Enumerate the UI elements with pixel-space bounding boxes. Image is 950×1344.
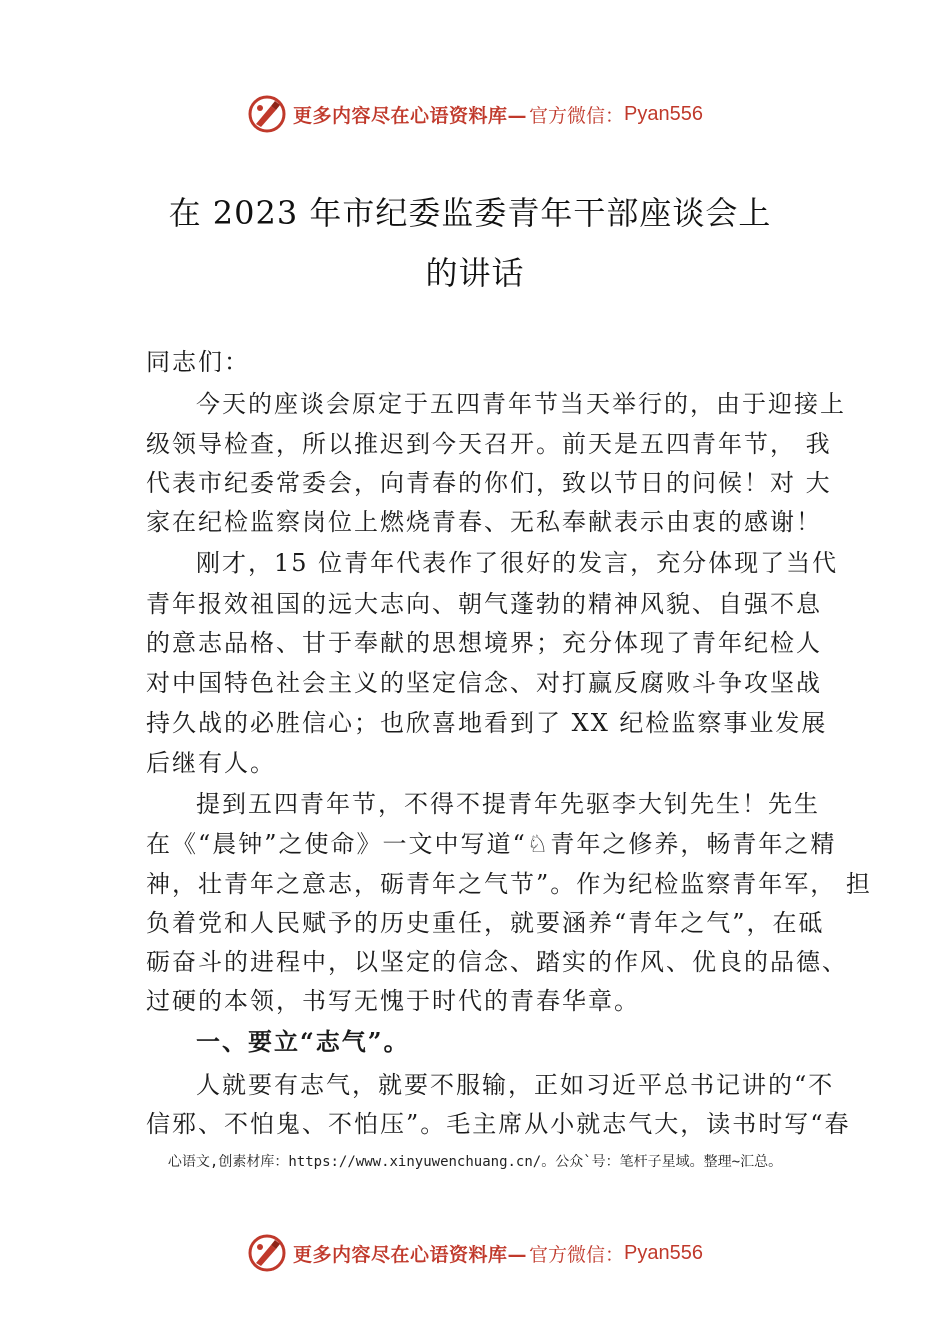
banner-handle: Pyan556 [624,1241,703,1264]
banner-wechat-label: 官方微信： [529,1243,625,1266]
pen-logo-icon [247,1233,287,1273]
body-line: 负着党和人民赋予的历史重任，就要涵养“青年之气”，在砥 [146,909,825,937]
body-line: 过硬的本领，书写无愧于时代的青春华章。 [146,987,640,1015]
body-line: 持久战的必胜信心；也欣喜地看到了 XX 纪检监察事业发展 [146,709,828,737]
document-title-line1: 在 2023 年市纪委监委青年干部座谈会上 [168,194,772,232]
footer-source-note: 心语文,创素材库：https://www.xinyuwenchuang.cn/。公众`号：笔杆子星域。整理~汇总。 [167,1154,783,1170]
top-banner [0,92,950,136]
bottom-banner [0,1231,950,1275]
body-line: 提到五四青年节，不得不提青年先驱李大钊先生！先生 [196,790,820,818]
body-line: 青年报效祖国的远大志向、朝气蓬勃的精神风貌、自强不息 [146,590,822,618]
document-title-line2: 的讲话 [425,254,525,292]
body-line: 信邪、不怕鬼、不怕压”。毛主席从小就志气大，读书时写“春 [146,1110,851,1138]
salutation: 同志们： [146,348,250,376]
body-line: 刚才，15 位青年代表作了很好的发言，充分体现了当代 [196,549,839,577]
body-line: 级领导检查，所以推迟到今天召开。前天是五四青年节， 我 [146,430,832,458]
body-line: 对中国特色社会主义的坚定信念、对打赢反腐败斗争攻坚战 [146,669,822,697]
banner-wechat-label: 官方微信： [529,104,625,127]
banner-text: 更多内容尽在心语资料库— [293,104,528,127]
body-line: 后继有人。 [146,749,276,777]
body-line: 代表市纪委常委会，向青春的你们，致以节日的问候！对 大 [146,469,832,497]
pen-logo-icon [247,94,287,134]
banner-handle: Pyan556 [624,102,703,125]
body-line: 在《“晨钟”之使命》一文中写道“♘青年之修养，畅青年之精 [146,830,837,858]
banner-text: 更多内容尽在心语资料库— [293,1243,528,1266]
body-line: 砺奋斗的进程中，以坚定的信念、踏实的作风、优良的品德、 [146,948,848,976]
section-heading: 一、要立“志气”。 [196,1027,410,1056]
body-line: 人就要有志气，就要不服输，正如习近平总书记讲的“不 [196,1071,835,1099]
body-line: 家在纪检监察岗位上燃烧青春、无私奉献表示由衷的感谢！ [146,508,822,536]
body-line: 神，壮青年之意志，砺青年之气节”。作为纪检监察青年军， 担 [146,870,872,898]
body-line: 的意志品格、甘于奉献的思想境界；充分体现了青年纪检人 [146,629,822,657]
body-line: 今天的座谈会原定于五四青年节当天举行的，由于迎接上 [196,390,846,418]
